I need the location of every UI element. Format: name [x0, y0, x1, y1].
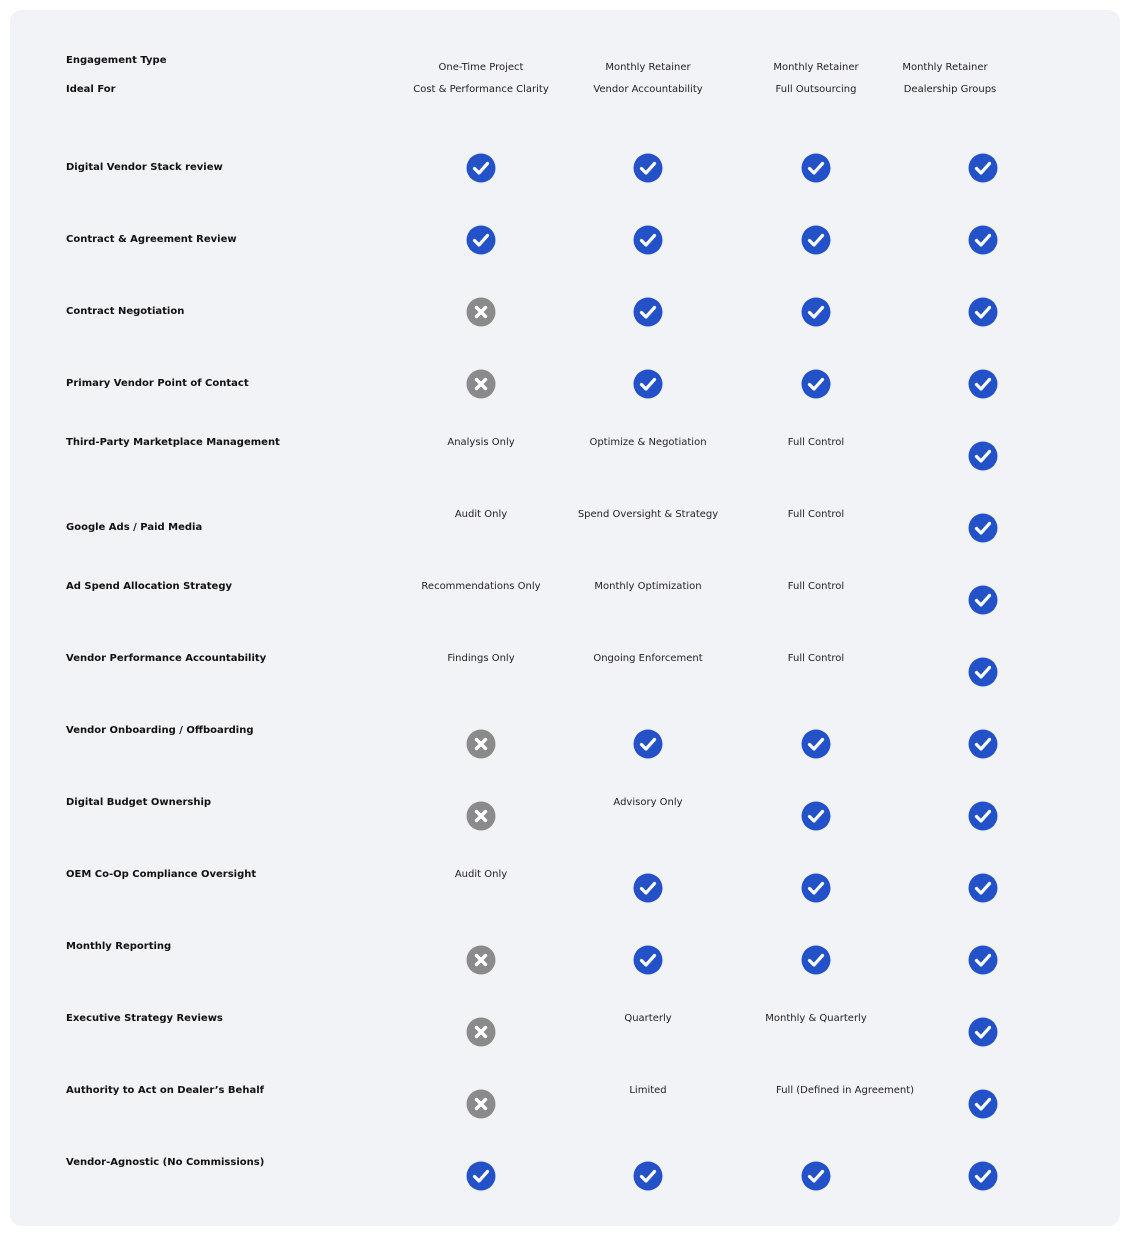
row-label: Google Ads / Paid Media [66, 522, 203, 533]
x-circle-icon [466, 945, 496, 975]
cell-text: Optimize & Negotiation [589, 437, 707, 448]
check-circle-icon [633, 153, 663, 183]
check-circle-icon [801, 1161, 831, 1191]
check-circle-icon [801, 225, 831, 255]
check-circle-icon [968, 657, 998, 687]
ideal-for-col-1: Cost & Performance Clarity [413, 84, 549, 95]
check-circle-icon [466, 225, 496, 255]
cell-text: Full Control [787, 653, 845, 664]
ideal-for-col-3: Full Outsourcing [775, 84, 857, 95]
row-label: Digital Vendor Stack review [66, 162, 223, 173]
cell-text: Monthly Optimization [594, 581, 702, 592]
row-label: Third-Party Marketplace Management [66, 437, 280, 448]
row-label: Vendor Performance Accountability [66, 653, 267, 664]
check-circle-icon [801, 873, 831, 903]
cell-text: Findings Only [447, 653, 515, 664]
check-circle-icon [633, 873, 663, 903]
cell-text: Quarterly [624, 1013, 672, 1024]
row-label: Primary Vendor Point of Contact [66, 378, 249, 389]
cell-text: Audit Only [454, 869, 508, 880]
row-label: Monthly Reporting [66, 941, 172, 952]
check-circle-icon [968, 369, 998, 399]
cell-text: Full (Defined in Agreement) [776, 1085, 915, 1096]
engagement-type-label: Engagement Type [66, 55, 167, 66]
x-circle-icon [466, 1017, 496, 1047]
check-circle-icon [633, 369, 663, 399]
check-circle-icon [801, 729, 831, 759]
x-circle-icon [466, 729, 496, 759]
check-circle-icon [633, 945, 663, 975]
check-circle-icon [968, 297, 998, 327]
row-label: Contract Negotiation [66, 306, 185, 317]
check-circle-icon [968, 1017, 998, 1047]
engagement-type-col-2: Monthly Retainer [605, 62, 691, 73]
cell-text: Monthly & Quarterly [765, 1013, 867, 1024]
check-circle-icon [633, 729, 663, 759]
check-circle-icon [801, 297, 831, 327]
check-circle-icon [968, 945, 998, 975]
check-circle-icon [968, 441, 998, 471]
x-circle-icon [466, 297, 496, 327]
row-label: Digital Budget Ownership [66, 797, 212, 808]
row-label: OEM Co-Op Compliance Oversight [66, 869, 257, 880]
x-circle-icon [466, 1089, 496, 1119]
cell-text: Full Control [787, 437, 845, 448]
check-circle-icon [968, 1089, 998, 1119]
check-circle-icon [633, 297, 663, 327]
ideal-for-label: Ideal For [66, 84, 116, 95]
check-circle-icon [968, 729, 998, 759]
row-label: Contract & Agreement Review [66, 234, 237, 245]
x-circle-icon [466, 369, 496, 399]
ideal-for-col-4: Dealership Groups [903, 84, 997, 95]
cell-text: Recommendations Only [421, 581, 541, 592]
engagement-type-col-3: Monthly Retainer [773, 62, 859, 73]
row-label: Vendor-Agnostic (No Commissions) [66, 1157, 265, 1168]
row-label: Executive Strategy Reviews [66, 1013, 223, 1024]
cell-text: Full Control [787, 581, 845, 592]
cell-text: Audit Only [454, 509, 508, 520]
cell-text: Spend Oversight & Strategy [577, 509, 719, 520]
row-label: Vendor Onboarding / Offboarding [66, 725, 254, 736]
comparison-card [10, 10, 1120, 1226]
check-circle-icon [801, 801, 831, 831]
row-label: Ad Spend Allocation Strategy [66, 581, 233, 592]
check-circle-icon [466, 1161, 496, 1191]
cell-text: Analysis Only [447, 437, 515, 448]
x-circle-icon [466, 801, 496, 831]
cell-text: Advisory Only [613, 797, 683, 808]
check-circle-icon [968, 513, 998, 543]
check-circle-icon [801, 945, 831, 975]
row-label: Authority to Act on Dealer’s Behalf [66, 1085, 264, 1096]
check-circle-icon [633, 1161, 663, 1191]
check-circle-icon [801, 153, 831, 183]
check-circle-icon [633, 225, 663, 255]
check-circle-icon [968, 153, 998, 183]
cell-text: Full Control [787, 509, 845, 520]
check-circle-icon [968, 585, 998, 615]
check-circle-icon [968, 1161, 998, 1191]
check-circle-icon [968, 225, 998, 255]
check-circle-icon [466, 153, 496, 183]
engagement-type-col-4: Monthly Retainer [902, 62, 988, 73]
cell-text: Ongoing Enforcement [593, 653, 703, 664]
check-circle-icon [968, 801, 998, 831]
check-circle-icon [968, 873, 998, 903]
cell-text: Limited [629, 1085, 667, 1096]
ideal-for-col-2: Vendor Accountability [593, 84, 703, 95]
check-circle-icon [801, 369, 831, 399]
engagement-type-col-1: One-Time Project [438, 62, 524, 73]
